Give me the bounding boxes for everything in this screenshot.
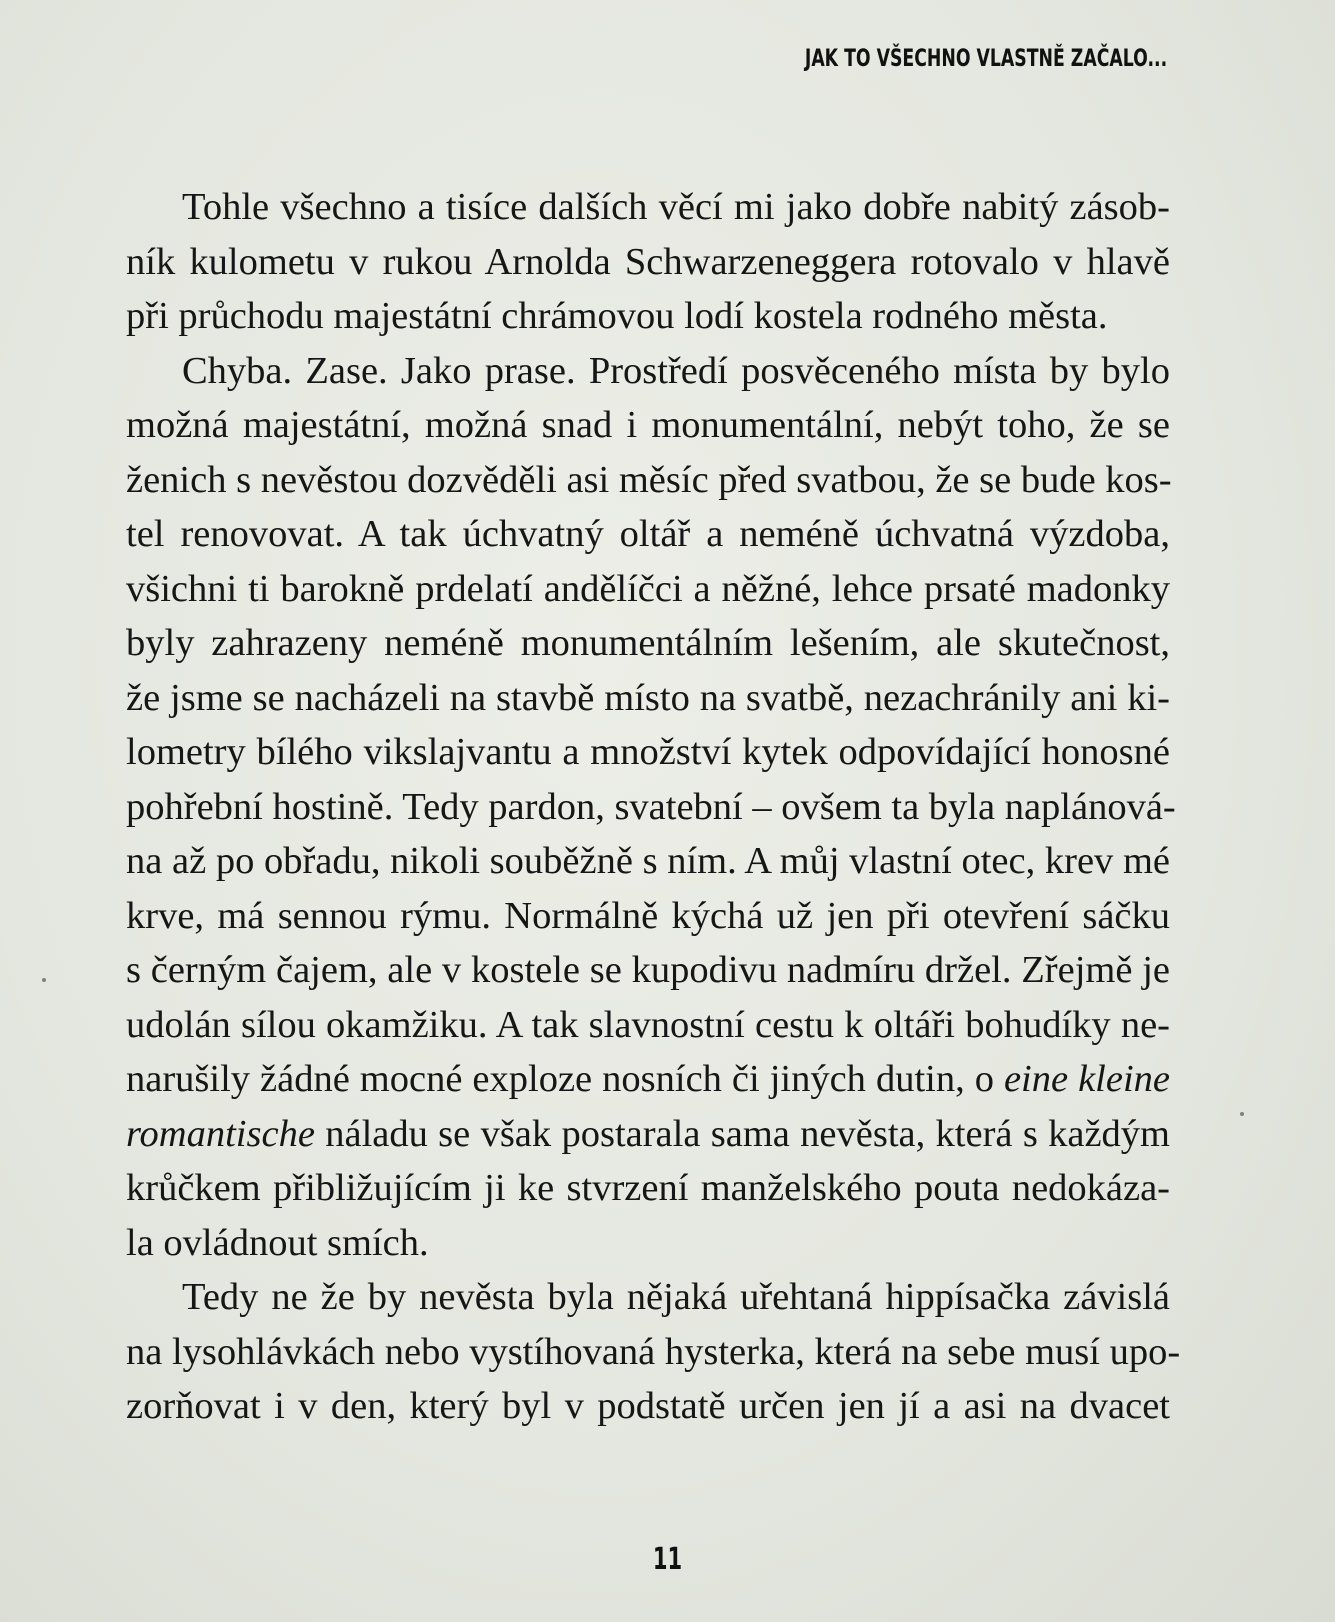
body-text bbox=[126, 180, 1181, 1434]
text-line: byly zahrazeny neméně monumentálním lešením, ale skutečnost, bbox=[126, 622, 1170, 664]
paragraph-3 bbox=[126, 1270, 1181, 1434]
text-line: Tohle všechno a tisíce dalších věcí mi jako dobře nabitý zásob- bbox=[182, 186, 1170, 228]
text-line: tel renovovat. A tak úchvatný oltář a neméně úchvatná výzdoba, bbox=[126, 513, 1170, 555]
text-line: na lysohlávkách nebo vystíhovaná hysterka, která na sebe musí upo- bbox=[126, 1330, 1181, 1373]
text-line: s černým čajem, ale v kostele se kupodivu nadmíru držel. Zřejmě je bbox=[126, 949, 1170, 991]
text-line: krůčkem přibližujícím ji ke stvrzení manželského pouta nedokáza- bbox=[126, 1167, 1170, 1209]
text-run: náladu se však postarala sama nevěsta, která s každým bbox=[314, 1112, 1170, 1155]
text-run: narušily žádné mocné exploze nosních či jiných dutin, o bbox=[126, 1058, 1004, 1100]
paper-speck bbox=[42, 978, 46, 982]
text-line-mixed bbox=[126, 1107, 1170, 1162]
text-line: Chyba. Zase. Jako prase. Prostředí posvěceného místa by bylo bbox=[182, 349, 1170, 392]
running-head: JAK TO VŠECHNO VLASTNĚ ZAČALO... bbox=[804, 44, 1167, 72]
italic-phrase: eine kleine bbox=[1003, 1058, 1171, 1100]
text-line: ník kulometu v rukou Arnolda Schwarzeneggera rotovalo v hlavě bbox=[126, 240, 1170, 283]
text-line: při průchodu majestátní chrámovou lodí kostela rodného města. bbox=[126, 295, 1108, 337]
paper-speck bbox=[1240, 1112, 1244, 1116]
text-line: udolán sílou okamžiku. A tak slavnostní cestu k oltáři bohudíky ne- bbox=[126, 1003, 1170, 1046]
text-line: na až po obřadu, nikoli souběžně s ním. A můj vlastní otec, krev mé bbox=[126, 840, 1170, 882]
text-line: možná majestátní, možná snad i monumentální, nebýt toho, že se bbox=[126, 404, 1170, 446]
text-line-mixed bbox=[126, 1052, 1170, 1107]
text-line: ženich s nevěstou dozvěděli asi měsíc před svatbou, že se bude kos- bbox=[126, 458, 1172, 501]
text-line: Tedy ne že by nevěsta byla nějaká uřehtaná hippísačka závislá bbox=[182, 1276, 1170, 1318]
text-line: všichni ti barokně prdelatí andělíčci a něžné, lehce prsaté madonky bbox=[126, 567, 1170, 610]
text-line: la ovládnout smích. bbox=[126, 1221, 429, 1264]
text-line: zorňovat i v den, který byl v podstatě určen jen jí a asi na dvacet bbox=[126, 1385, 1170, 1427]
text-line: krve, má sennou rýmu. Normálně kýchá už jen při otevření sáčku bbox=[126, 894, 1170, 937]
paragraph-2 bbox=[126, 344, 1176, 1271]
paragraph-1 bbox=[126, 180, 1170, 344]
text-line: lometry bílého vikslajvantu a množství kytek odpovídající honosné bbox=[126, 731, 1170, 773]
page-number: 11 bbox=[652, 1542, 683, 1577]
text-line: pohřební hostině. Tedy pardon, svatební – ovšem ta byla naplánová- bbox=[126, 785, 1176, 828]
italic-phrase: romantische bbox=[126, 1112, 315, 1155]
text-line: že jsme se nacházeli na stavbě místo na svatbě, nezachránily ani ki- bbox=[126, 676, 1170, 719]
